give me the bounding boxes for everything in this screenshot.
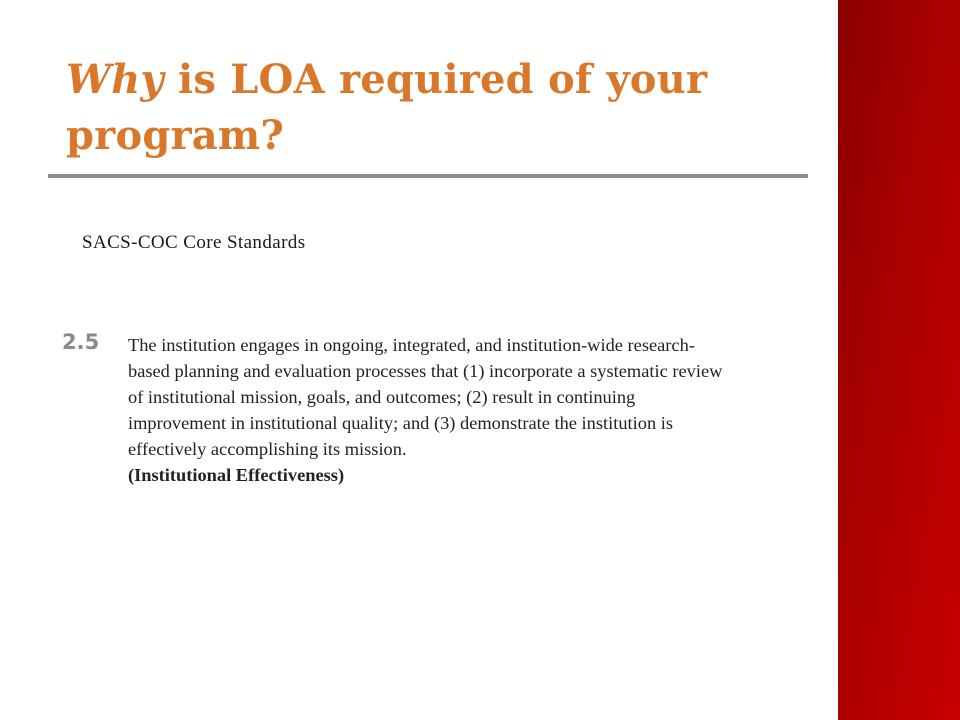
- subtitle: SACS-COC Core Standards: [82, 232, 306, 253]
- slide-title: [66, 52, 806, 164]
- standard-text: The institution engages in ongoing, integrated, and institution-wide research-based planning and evaluation processes that (1) incorporate a systematic review of institutional mission, goals, and outcomes; (2) result in continuing improvement in institutional quality; and (3) demonstrate the institution is effectively accomplishing its mission.: [128, 335, 723, 459]
- title-rest: is LOA required of your program?: [66, 56, 708, 159]
- standard-tag: (Institutional Effectiveness): [128, 465, 345, 485]
- decorative-side-bar: [838, 0, 960, 720]
- standard-text-block: [128, 332, 728, 488]
- standard-number: 2.5: [62, 330, 100, 354]
- title-divider: [48, 174, 808, 178]
- title-emphasis: Why: [66, 56, 164, 103]
